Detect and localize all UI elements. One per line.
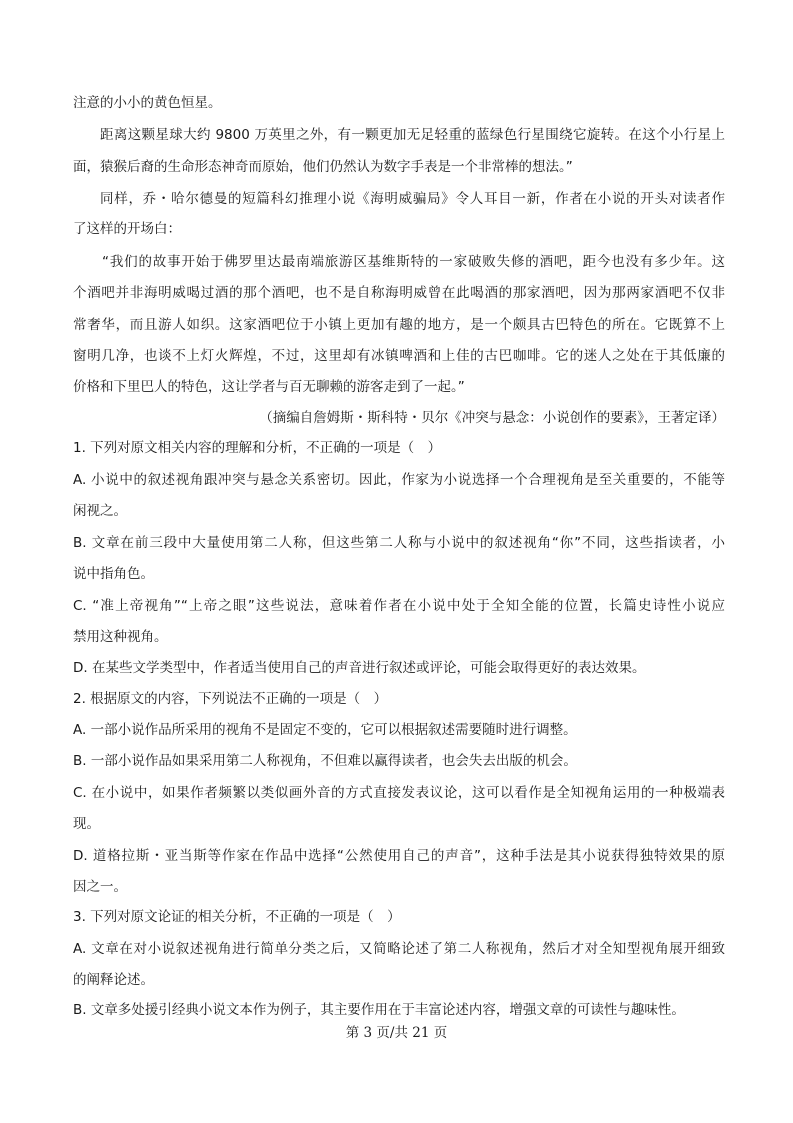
paragraph-line: 注意的小小的黄色恒星。 [73,95,222,111]
option-c: C. 在小说中，如果作者频繁以类似画外音的方式直接发表议论，这可以看作是全知视角运用的一种极端表 [73,785,725,801]
option-a-cont: 的阐释论述。 [73,972,154,988]
option-d-cont: 因之一。 [73,879,127,895]
paragraph-line: 同样，乔・哈尔德曼的短篇科幻推理小说《海明威骗局》令人耳目一新，作者在小说的开头对读者作 [100,191,725,207]
option-d: D. 道格拉斯・亚当斯等作家在作品中选择“公然使用自己的声音”，这种手法是其小说获得独特效果的原 [73,848,725,864]
option-b: B. 文章多处援引经典小说文本作为例子，其主要作用在于丰富论述内容，增强文章的可读性与趣味性。 [73,1002,685,1018]
paragraph-line: 面，猿猴后裔的生命形态神奇而原始，他们仍然认为数字手表是一个非常棒的想法。” [73,159,573,175]
option-c-cont: 现。 [73,816,100,832]
option-c: C. “准上帝视角”“上帝之眼”这些说法，意味着作者在小说中处于全知全能的位置，长篇史诗性小说应 [73,598,725,614]
option-a: A. 小说中的叙述视角跟冲突与悬念关系密切。因此，作家为小说选择一个合理视角是至关重要的，不能等 [73,472,725,488]
question-1-stem: 1. 下列对原文相关内容的理解和分析，不正确的一项是（ ） [73,440,442,456]
quote-line: 价格和下里巴人的特色，这让学者与百无聊赖的游客走到了一起。” [73,379,465,395]
option-a: A. 一部小说作品所采用的视角不是固定不变的，它可以根据叙述需要随时进行调整。 [73,722,577,738]
question-2-stem: 2. 根据原文的内容，下列说法不正确的一项是（ ） [73,691,388,707]
quote-line: 个酒吧并非海明威喝过酒的那个酒吧，也不是自称海明威曾在此喝酒的那家酒吧，因为那两家酒吧不仅非 [73,285,725,301]
quote-line: 常奢华，而且游人如织。这家酒吧位于小镇上更加有趣的地方，是一个颇具古巴特色的所在。它既算不上 [73,317,725,333]
page-footer: 第 3 页/共 21 页 [345,1025,448,1041]
paragraph-line: 距离这颗星球大约 9800 万英里之外，有一颗更加无足轻重的蓝绿色行星围绕它旋转。在这个小行星上 [100,127,725,143]
quote-line: “我们的故事开始于佛罗里达最南端旅游区基维斯特的一家破败失修的酒吧，距今也没有多少年。这 [102,254,725,270]
paragraph-line: 了这样的开场白： [73,221,181,237]
citation: （摘编自詹姆斯・斯科特・贝尔《冲突与悬念：小说创作的要素》，王著定译） [259,410,725,426]
option-a-cont: 闲视之。 [73,503,127,519]
option-d: D. 在某些文学类型中，作者适当使用自己的声音进行叙述或评论，可能会取得更好的表达效果。 [73,660,646,676]
quote-line: 窗明几净，也谈不上灯火辉煌，不过，这里却有冰镇啤酒和上佳的古巴咖啡。它的迷人之处在于其低廉的 [73,348,725,364]
option-b: B. 一部小说作品如果采用第二人称视角，不但难以赢得读者，也会失去出版的机会。 [73,753,577,769]
option-b-cont: 说中指角色。 [73,566,154,582]
option-b: B. 文章在前三段中大量使用第二人称，但这些第二人称与小说中的叙述视角“你”不同，这些指读者，小 [73,535,725,551]
option-c-cont: 禁用这种视角。 [73,629,168,645]
question-3-stem: 3. 下列对原文论证的相关分析，不正确的一项是（ ） [73,909,401,925]
option-a: A. 文章在对小说叙述视角进行简单分类之后，又简略论述了第二人称视角，然后才对全知型视角展开细致 [73,941,725,957]
